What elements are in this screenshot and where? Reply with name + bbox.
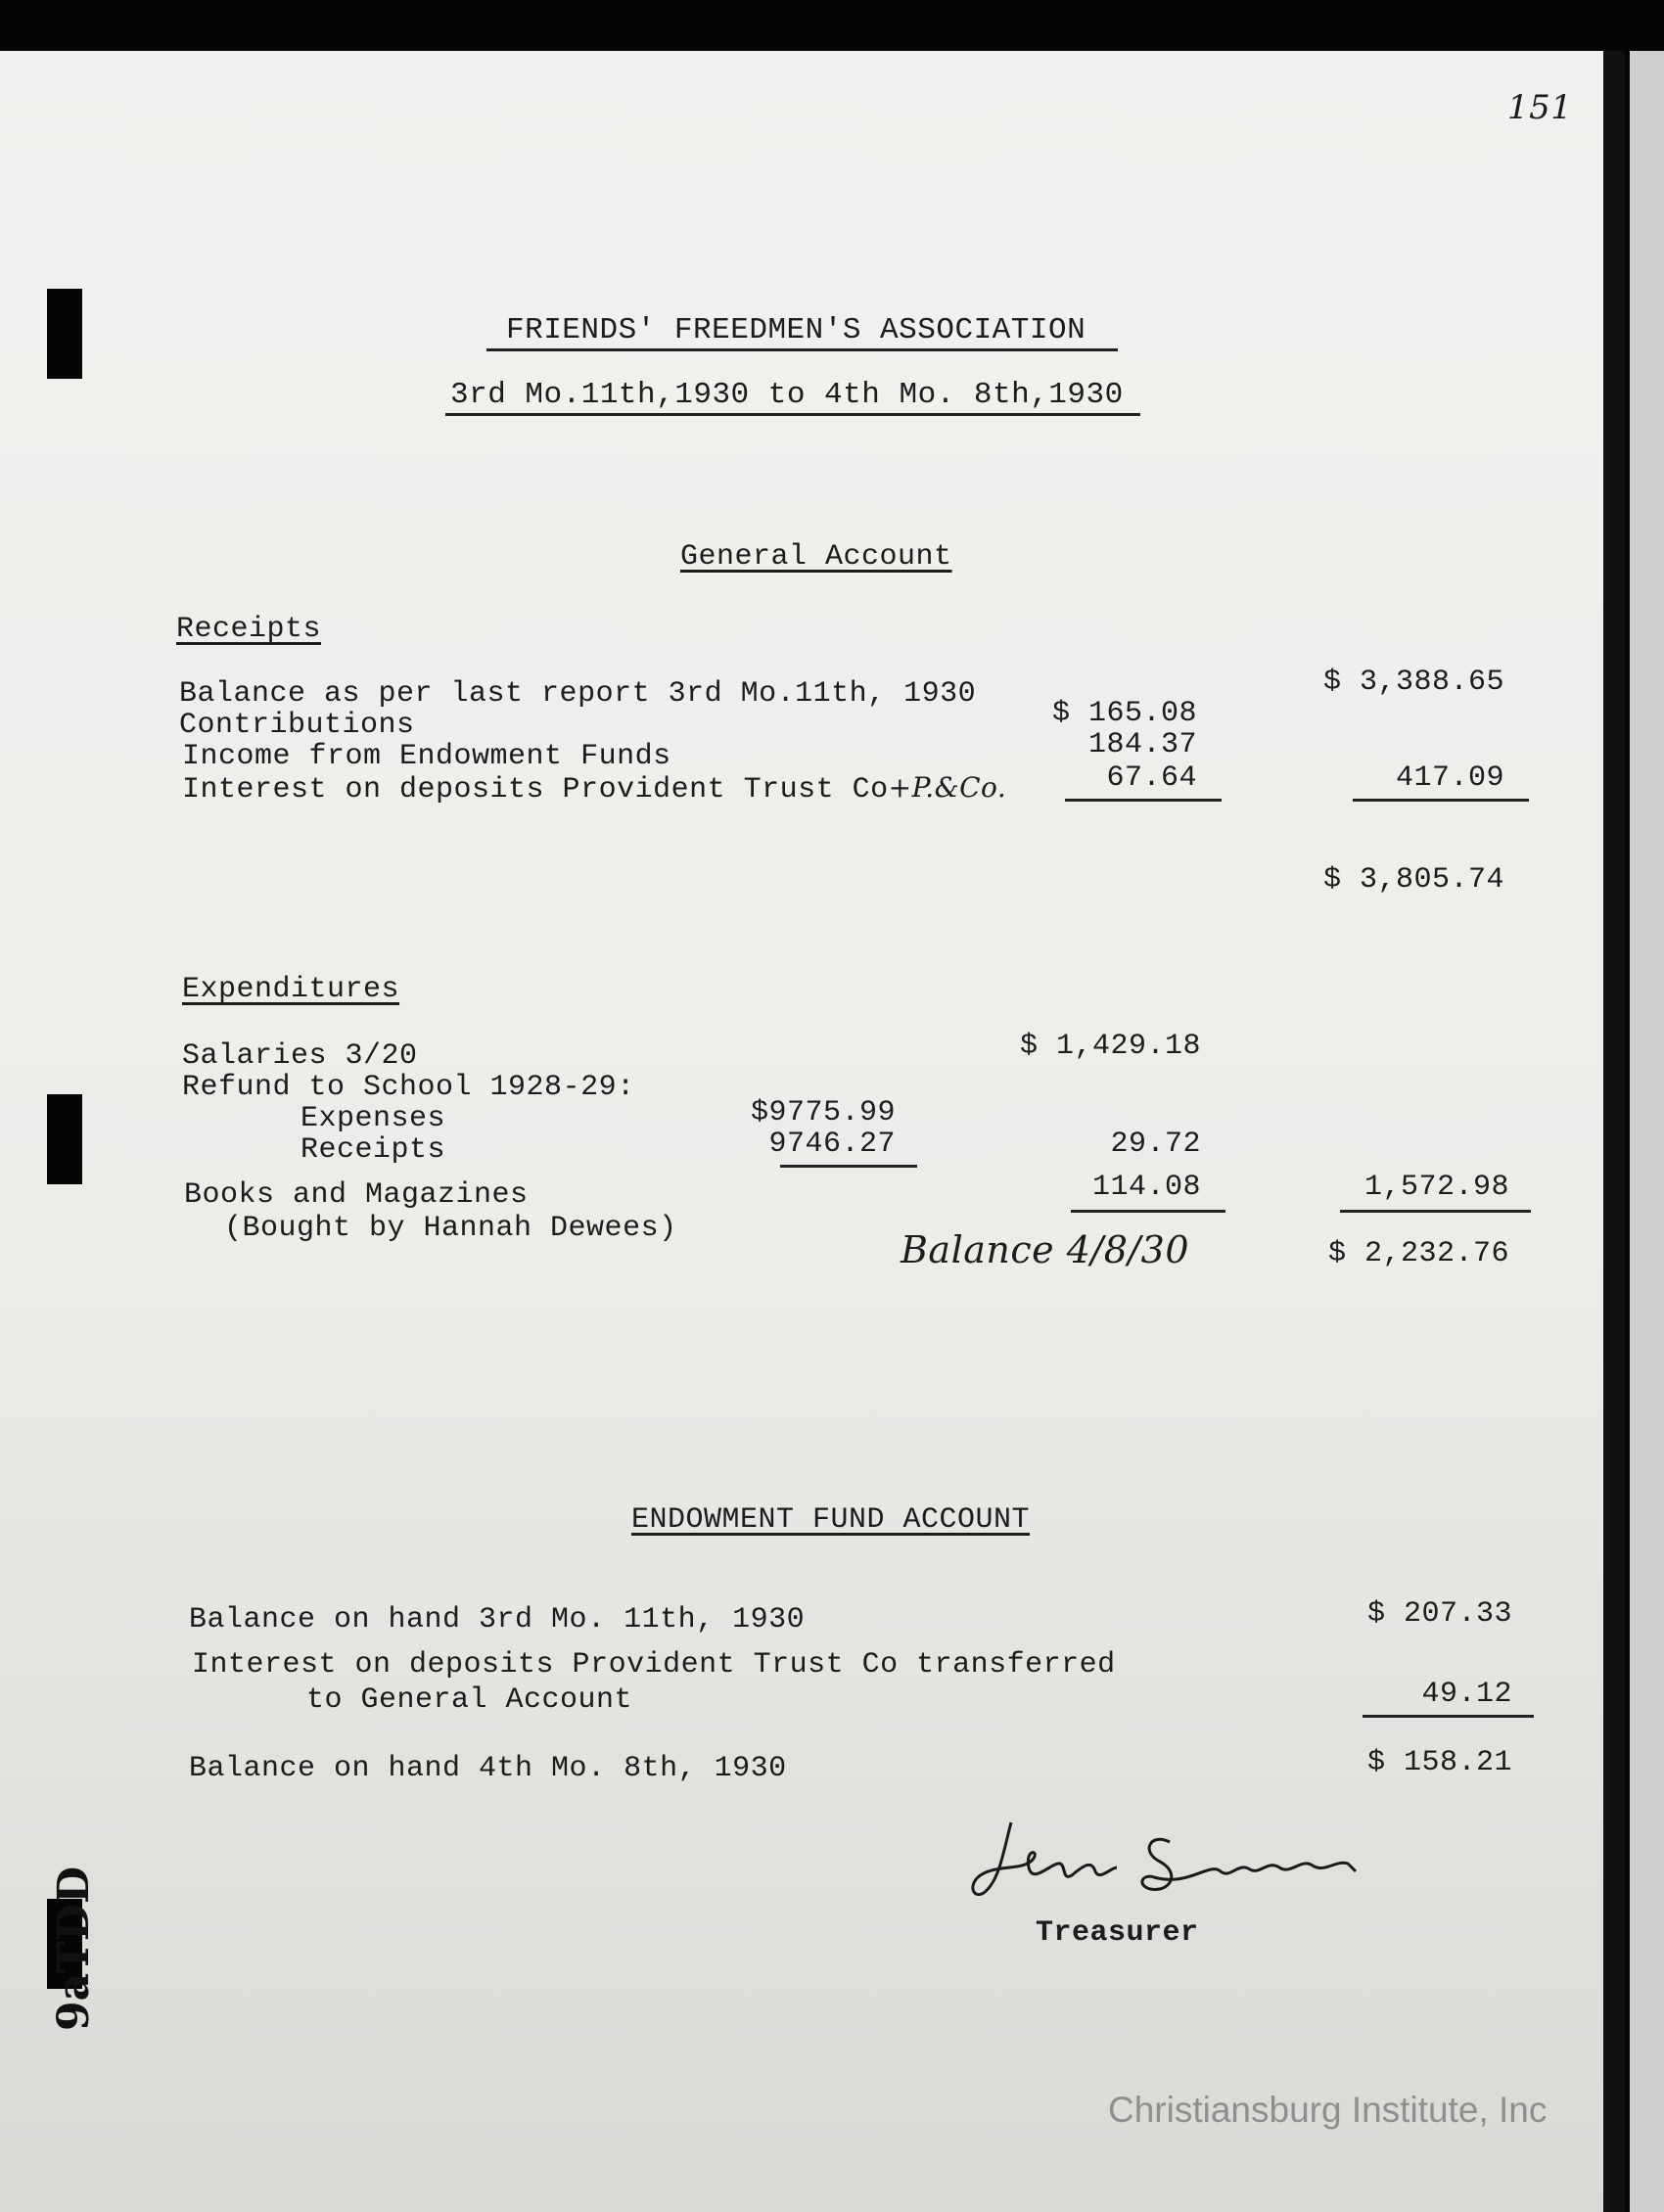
- endowment-rule: [1363, 1715, 1534, 1718]
- contributions-label: Contributions: [179, 709, 415, 742]
- general-account-balance: $ 2,232.76: [1327, 1237, 1509, 1270]
- endowment-transfer-label-line2: to General Account: [306, 1683, 633, 1717]
- general-account-heading: General Account: [680, 540, 952, 574]
- scan-edge: [1630, 51, 1664, 2212]
- expenditures-column-rule: [1071, 1210, 1225, 1213]
- books-amount: 114.08: [1091, 1171, 1201, 1204]
- page-number: 151: [1507, 88, 1573, 127]
- treasurer-signature: [964, 1803, 1375, 1911]
- salaries-label: Salaries 3/20: [182, 1039, 418, 1073]
- refund-receipts-label: Receipts: [300, 1133, 446, 1167]
- endowment-transfer-label-line1: Interest on deposits Provident Trust Co transferred: [192, 1648, 1116, 1682]
- report-period: 3rd Mo.11th,1930 to 4th Mo. 8th,1930: [450, 378, 1124, 412]
- title-underline: [486, 348, 1118, 351]
- refund-receipts-amount: 9746.27: [768, 1128, 896, 1161]
- contributions-amount: $ 165.08: [1051, 697, 1197, 730]
- refund-net-amount: 29.72: [1110, 1128, 1201, 1161]
- endowment-fund-heading: ENDOWMENT FUND ACCOUNT: [631, 1503, 1031, 1537]
- receipts-column-rule: [1065, 799, 1222, 802]
- endowment-income-amount: 184.37: [1087, 728, 1197, 761]
- salaries-amount: $ 1,429.18: [1019, 1030, 1201, 1063]
- interest-handwritten-note: +P.&Co.: [888, 771, 1007, 804]
- document-title: FRIENDS' FREEDMEN'S ASSOCIATION: [506, 313, 1086, 347]
- margin-identifier: 9aTDD: [49, 1866, 99, 2031]
- period-underline: [445, 413, 1140, 416]
- document-page: [0, 51, 1625, 2212]
- expenditures-total-rule: [1340, 1210, 1531, 1213]
- endowment-transfer-amount: 49.12: [1421, 1678, 1512, 1711]
- balance-last-report-label: Balance as per last report 3rd Mo.11th, 1930: [179, 677, 977, 711]
- books-note: (Bought by Hannah Dewees): [224, 1212, 677, 1245]
- endowment-opening-amount: $ 207.33: [1366, 1597, 1512, 1631]
- refund-rule: [780, 1165, 917, 1168]
- signature-scrawl: [964, 1803, 1375, 1911]
- endowment-income-label: Income from Endowment Funds: [182, 740, 671, 773]
- balance-last-report-total: $ 3,388.65: [1322, 666, 1504, 699]
- balance-handwritten-note: Balance 4/8/30: [901, 1228, 1190, 1271]
- refund-label: Refund to School 1928-29:: [182, 1071, 635, 1104]
- punch-hole-top: [47, 289, 82, 379]
- endowment-opening-label: Balance on hand 3rd Mo. 11th, 1930: [189, 1603, 806, 1636]
- receipts-total: $ 3,805.74: [1322, 863, 1504, 897]
- refund-expenses-label: Expenses: [300, 1102, 446, 1135]
- receipts-subtotal-rule: [1353, 799, 1529, 802]
- watermark: Christiansburg Institute, Inc: [1108, 2090, 1548, 2130]
- interest-label-text: Interest on deposits Provident Trust Co: [182, 773, 889, 806]
- punch-hole-middle: [47, 1094, 82, 1184]
- receipts-heading: Receipts: [176, 613, 322, 646]
- interest-label: [182, 771, 1006, 806]
- refund-expenses-amount: $9775.99: [750, 1096, 896, 1129]
- receipts-subtotal: 417.09: [1395, 761, 1504, 795]
- books-label: Books and Magazines: [184, 1178, 529, 1212]
- interest-amount: 67.64: [1106, 761, 1197, 795]
- treasurer-title: Treasurer: [1036, 1916, 1199, 1950]
- expenditures-heading: Expenditures: [182, 973, 400, 1006]
- expenditures-total: 1,572.98: [1364, 1171, 1509, 1204]
- endowment-closing-amount: $ 158.21: [1366, 1746, 1512, 1779]
- endowment-closing-label: Balance on hand 4th Mo. 8th, 1930: [189, 1752, 787, 1785]
